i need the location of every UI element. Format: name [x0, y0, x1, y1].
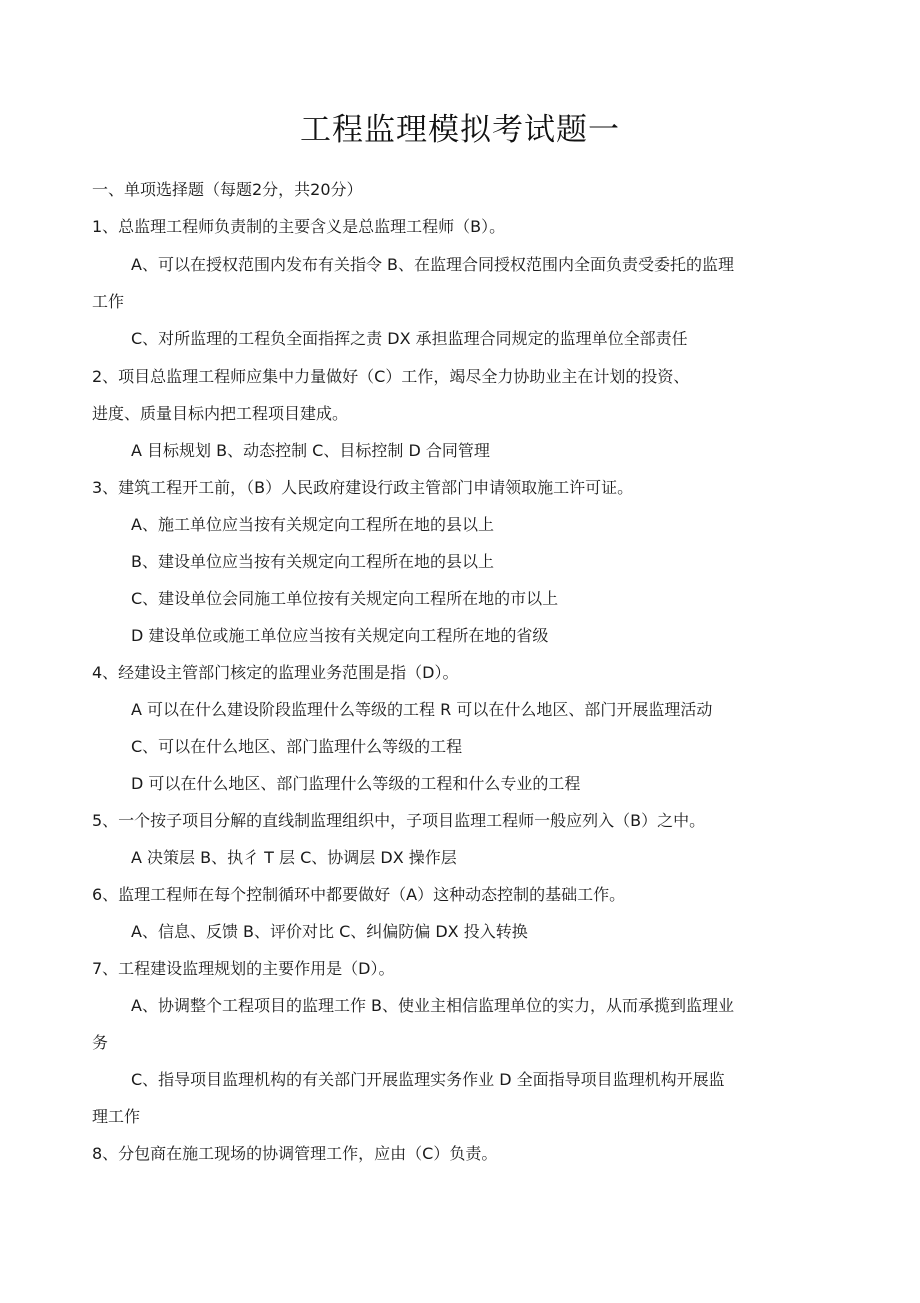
document-line: D 可以在什么地区、部门监理什么等级的工程和什么专业的工程: [131, 774, 581, 793]
document-line: 理工作: [92, 1107, 141, 1126]
document-line: 2、项目总监理工程师应集中力量做好（C）工作，竭尽全力协助业主在计划的投资、: [92, 367, 690, 386]
document-line: C、对所监理的工程负全面指挥之责 DX 承担监理合同规定的监理单位全部责任: [131, 329, 688, 348]
document-line: 一、单项选择题（每题2分，共20分）: [92, 180, 363, 199]
document-line: 8、分包商在施工现场的协调管理工作，应由（C）负责。: [92, 1144, 498, 1163]
document-line: A 决策层 B、执彳 T 层 C、协调层 DX 操作层: [131, 848, 457, 867]
document-line: C、可以在什么地区、部门监理什么等级的工程: [131, 737, 463, 756]
document-line: C、指导项目监理机构的有关部门开展监理实务作业 D 全面指导项目监理机构开展监: [131, 1070, 725, 1089]
document-line: 4、经建设主管部门核定的监理业务范围是指（D）。: [92, 663, 459, 682]
document-line: 5、一个按子项目分解的直线制监理组织中，子项目监理工程师一般应列入（B）之中。: [92, 811, 706, 830]
document-line: 1、总监理工程师负责制的主要含义是总监理工程师（B）。: [92, 217, 506, 236]
document-line: 3、建筑工程开工前，（B）人民政府建设行政主管部门申请领取施工许可证。: [92, 478, 634, 497]
document-title: 工程监理模拟考试题一: [300, 112, 620, 148]
document-line: A 目标规划 B、动态控制 C、目标控制 D 合同管理: [131, 441, 490, 460]
document-line: D 建设单位或施工单位应当按有关规定向工程所在地的省级: [131, 626, 549, 645]
document-line: 6、监理工程师在每个控制循环中都要做好（A）这种动态控制的基础工作。: [92, 885, 626, 904]
document-line: 工作: [92, 292, 125, 311]
document-line: 进度、质量目标内把工程项目建成。: [92, 404, 349, 423]
document-line: A、可以在授权范围内发布有关指令 B、在监理合同授权范围内全面负责受委托的监理: [131, 255, 735, 274]
document-line: C、建设单位会同施工单位按有关规定向工程所在地的市以上: [131, 589, 559, 608]
document-line: A、施工单位应当按有关规定向工程所在地的县以上: [131, 515, 494, 534]
document-line: A、信息、反馈 B、评价对比 C、纠偏防偏 DX 投入转换: [131, 922, 528, 941]
document-line: A、协调整个工程项目的监理工作 B、使业主相信监理单位的实力，从而承揽到监理业: [131, 996, 735, 1015]
document-line: 7、工程建设监理规划的主要作用是（D）。: [92, 959, 395, 978]
document-line: 务: [92, 1033, 109, 1052]
document-line: B、建设单位应当按有关规定向工程所在地的县以上: [131, 552, 494, 571]
document-line: A 可以在什么建设阶段监理什么等级的工程 R 可以在什么地区、部门开展监理活动: [131, 700, 713, 719]
